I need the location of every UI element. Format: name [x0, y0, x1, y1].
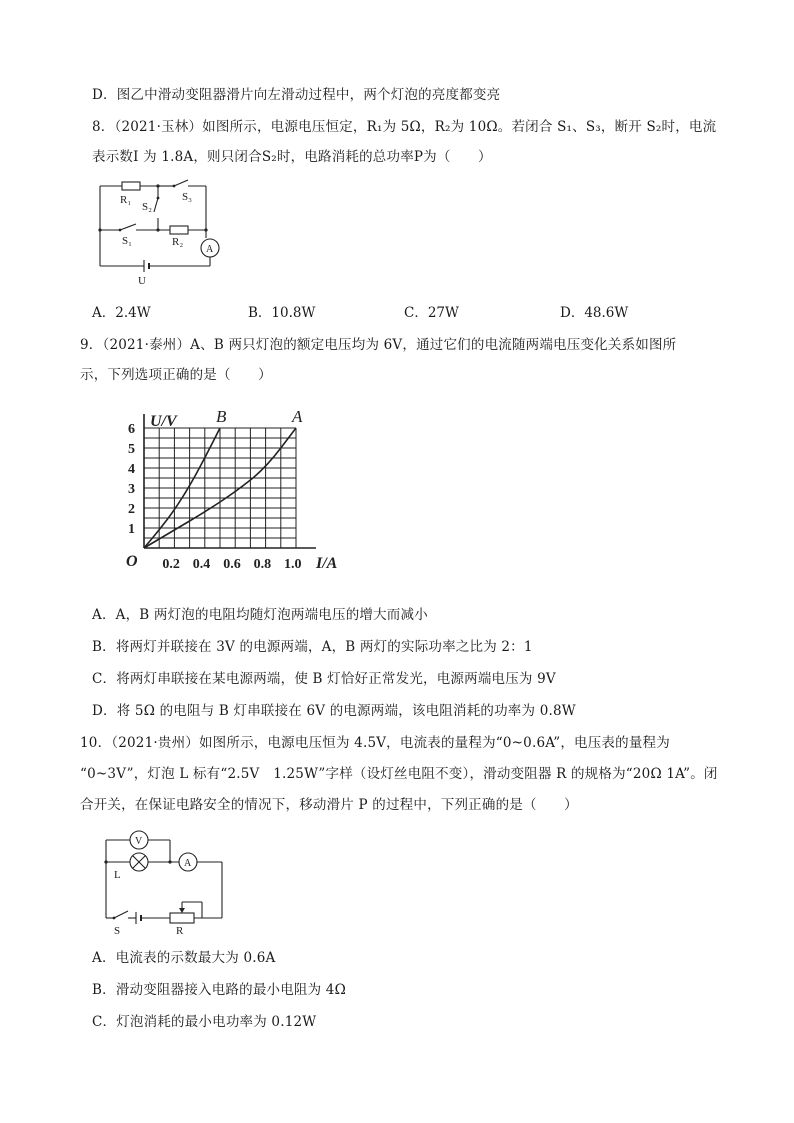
switch-s [114, 911, 128, 918]
ammeter-label: A [206, 244, 214, 255]
source-label: U [138, 275, 146, 286]
q9-stem-line2: 示，下列选项正确的是（ ） [80, 367, 272, 383]
y-tick-label: 2 [128, 502, 135, 517]
q8-option-a: A．2.4W [92, 305, 151, 321]
q10-option-c: C．灯泡消耗的最小电功率为 0.12W [92, 1014, 317, 1030]
q10-stem-line2: “0~3V”，灯泡 L 标有“2.5V 1.25W”字样（设灯丝电阻不变），滑动变阻器 R 的规格为“20Ω 1A”。闭 [80, 766, 718, 782]
r2-resistor [170, 226, 188, 234]
r1-label: R₁ [120, 194, 132, 206]
r2-label: R₂ [172, 236, 184, 248]
s3-label: S₃ [182, 191, 192, 203]
s2-switch [154, 198, 158, 212]
x-tick-label: 1.0 [284, 557, 302, 572]
series-A-label: A [292, 407, 303, 426]
y-tick-label: 6 [128, 422, 135, 437]
x-tick-label: 0.4 [192, 557, 211, 572]
y-axis-label: U/V [150, 413, 177, 430]
rheostat-label: R [176, 925, 184, 934]
x-tick-label: 0.2 [162, 557, 180, 572]
q10-stem-line1: 10．（2021·贵州）如图所示，电源电压恒为 4.5V，电流表的量程为“0~0.6A”，电压表的量程为 [80, 735, 670, 751]
q9-option-a: A．A，B 两灯泡的电阻均随灯泡两端电压的增大而减小 [92, 607, 428, 623]
q9-option-b: B．将两灯并联接在 3V 的电源两端，A，B 两灯的实际功率之比为 2：1 [92, 639, 533, 655]
x-tick-label: 0.6 [223, 557, 241, 572]
series-B-label: B [216, 407, 227, 426]
q7-option-d: D．图乙中滑动变阻器滑片向左滑动过程中，两个灯泡的亮度都变亮 [92, 87, 501, 103]
x-axis-label: I/A [316, 555, 338, 572]
q10-stem-line3: 合开关，在保证电路安全的情况下，移动滑片 P 的过程中，下列正确的是（ ） [80, 797, 578, 813]
q8-option-c: C．27W [404, 305, 459, 321]
q9-option-c: C．将两灯串联接在某电源两端，使 B 灯恰好正常发光，电源两端电压为 9V [92, 671, 556, 687]
s3-switch [174, 180, 188, 186]
ammeter-label: A [184, 858, 192, 869]
x-tick-label: 0.8 [253, 557, 272, 572]
q9-ui-chart [122, 406, 352, 578]
voltmeter-label: V [135, 836, 143, 847]
lamp-label: L [114, 869, 121, 881]
y-tick-label: 5 [128, 442, 135, 457]
q10-option-b: B．滑动变阻器接入电路的最小电阻为 4Ω [92, 982, 346, 998]
q8-option-b: B．10.8W [248, 305, 316, 321]
q8-circuit-diagram [92, 176, 232, 286]
q10-circuit-diagram [98, 822, 228, 934]
y-tick-label: 3 [128, 482, 135, 497]
rheostat [170, 913, 194, 923]
switch-label: S [114, 925, 121, 934]
r1-resistor [122, 182, 140, 190]
s1-switch [120, 224, 136, 230]
y-tick-label: 4 [128, 462, 135, 477]
q8-option-d: D．48.6W [560, 305, 629, 321]
s2-label: S₂ [142, 201, 152, 213]
q8-stem-line1: 8．（2021·玉林）如图所示，电源电压恒定，R₁为 5Ω，R₂为 10Ω。若闭合 S₁、S₃，断开 S₂时，电流 [92, 119, 717, 135]
origin-label: O [126, 553, 138, 570]
q8-stem-line2: 表示数I 为 1.8A，则只闭合S₂时，电路消耗的总功率P为（ ） [92, 149, 492, 165]
y-tick-label: 1 [128, 522, 135, 537]
q9-option-d: D．将 5Ω 的电阻与 B 灯串联接在 6V 的电源两端，该电阻消耗的功率为 0.8W [92, 703, 576, 719]
s1-label: S₁ [122, 235, 132, 247]
q9-stem-line1: 9．（2021·泰州）A、B 两只灯泡的额定电压均为 6V，通过它们的电流随两端电压变化关系如图所 [80, 337, 677, 353]
q10-option-a: A．电流表的示数最大为 0.6A [92, 950, 276, 966]
